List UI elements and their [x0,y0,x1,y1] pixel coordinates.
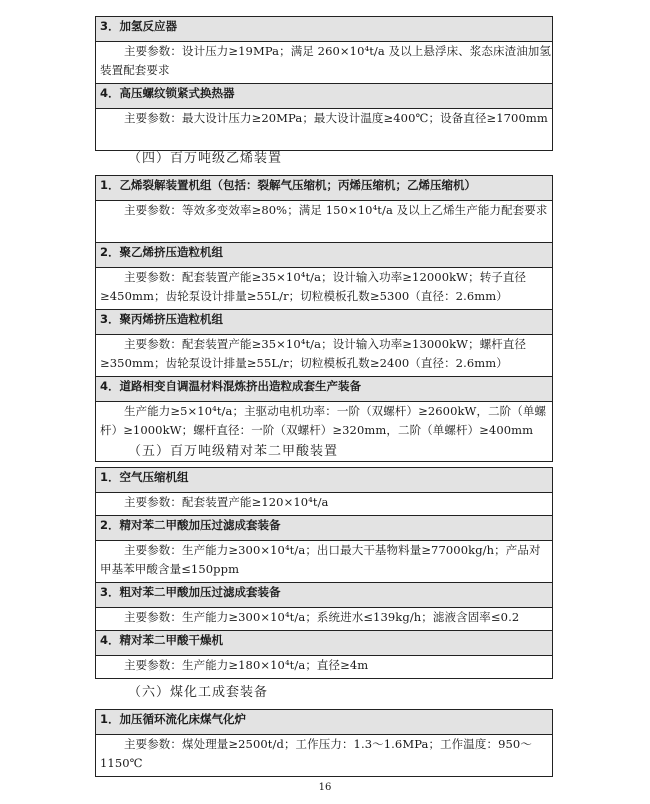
item-title: 2．精对苯二甲酸加压过滤成套装备 [96,516,553,541]
item-title: 1．乙烯裂解装置机组（包括：裂解气压缩机；丙烯压缩机；乙烯压缩机） [96,176,553,201]
item-title: 4．高压螺纹锁紧式换热器 [96,84,553,109]
item-params: 主要参数：煤处理量≥2500t/d；工作压力：1.3～1.6MPa；工作温度：950～1150℃ [96,735,553,777]
item-params: 主要参数：配套装置产能≥35×10⁴t/a；设计输入功率≥12000kW；转子直径≥450mm；齿轮泵设计排量≥55L/r；切粒模板孔数≥5300（直径：2.6mm） [96,268,553,310]
page-number: 16 [318,782,332,793]
section-heading-coal-chemical: （六）煤化工成套装备 [128,685,269,700]
item-title: 3．粗对苯二甲酸加压过滤成套装备 [96,583,553,608]
item-params: 主要参数：配套装置产能≥35×10⁴t/a；设计输入功率≥13000kW；螺杆直径≥350mm；齿轮泵设计排量≥55L/r；切粒模板孔数≥2400（直径：2.6mm） [96,335,553,377]
item-title: 1．加压循环流化床煤气化炉 [96,710,553,735]
item-params: 生产能力≥5×10⁴t/a；主驱动电机功率：一阶（双螺杆）≥2600kW，二阶（单螺杆）≥1000kW；螺杆直径：一阶（双螺杆）≥320mm，二阶（单螺杆）≥400mm [96,402,553,462]
item-title: 2．聚乙烯挤压造粒机组 [96,243,553,268]
equipment-table-refining [95,16,553,151]
item-title: 3．加氢反应器 [96,17,553,42]
item-params: 主要参数：设计压力≥19MPa；满足 260×10⁴t/a 及以上悬浮床、浆态床渣油加氢装置配套要求 [96,42,553,84]
item-params: 主要参数：生产能力≥300×10⁴t/a；出口最大干基物料量≥77000kg/h；产品对甲基苯甲酸含量≤150ppm [96,541,553,583]
section-heading-pta: （五）百万吨级精对苯二甲酸装置 [128,444,339,459]
item-title: 3．聚丙烯挤压造粒机组 [96,310,553,335]
section-heading-ethylene: （四）百万吨级乙烯装置 [128,151,283,166]
item-title: 1．空气压缩机组 [96,468,553,493]
equipment-table-pta [95,467,553,679]
equipment-table-coal-chemical [95,709,553,777]
item-params: 主要参数：等效多变效率≥80%；满足 150×10⁴t/a 及以上乙烯生产能力配套要求 [96,201,553,243]
item-params: 主要参数：生产能力≥300×10⁴t/a；系统进水≤139kg/h；滤液含固率≤0.2 [96,608,553,631]
item-params: 主要参数：配套装置产能≥120×10⁴t/a [96,493,553,516]
equipment-table-ethylene [95,175,553,462]
item-params: 主要参数：生产能力≥180×10⁴t/a；直径≥4m [96,656,553,679]
item-title: 4．道路相变自调温材料混炼挤出造粒成套生产装备 [96,377,553,402]
item-params: 主要参数：最大设计压力≥20MPa；最大设计温度≥400℃；设备直径≥1700mm [96,109,553,151]
item-title: 4．精对苯二甲酸干燥机 [96,631,553,656]
